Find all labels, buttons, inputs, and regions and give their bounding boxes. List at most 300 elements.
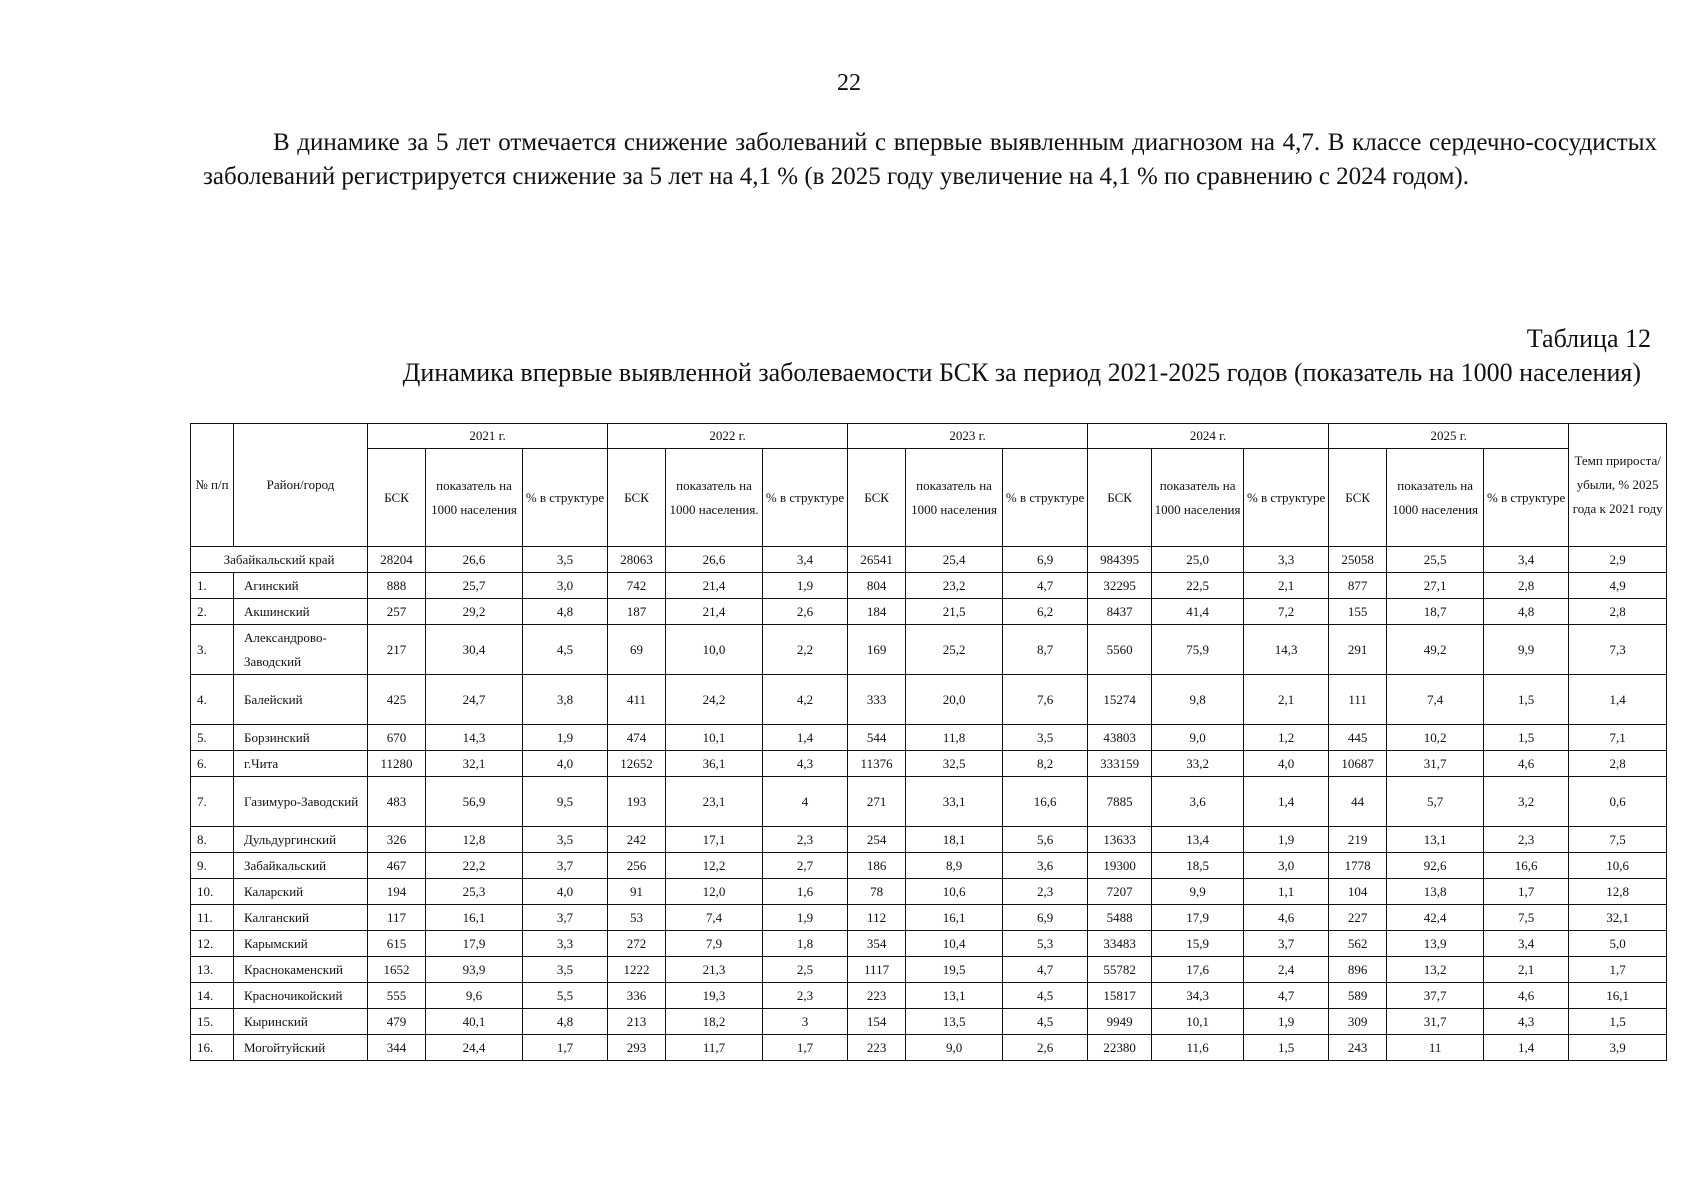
cell: 3,8 [523, 675, 608, 725]
cell: 333159 [1088, 751, 1152, 777]
cell: 10,6 [906, 879, 1003, 905]
header-rate: показатель на 1000 населения [906, 449, 1003, 547]
cell: 33,1 [906, 777, 1003, 827]
cell: 16,1 [906, 905, 1003, 931]
cell: 257 [368, 599, 426, 625]
cell: 117 [368, 905, 426, 931]
cell: 3,4 [1484, 547, 1569, 573]
cell: 11 [1387, 1035, 1484, 1061]
cell: 1,9 [523, 725, 608, 751]
cell: 2,8 [1569, 751, 1667, 777]
cell: 2,9 [1569, 547, 1667, 573]
cell: 2,4 [1244, 957, 1329, 983]
region-name: Забайкальский край [191, 547, 368, 573]
cell: 3,2 [1484, 777, 1569, 827]
area-name: Газимуро-Заводский [234, 777, 368, 827]
cell: 7,2 [1244, 599, 1329, 625]
cell: 3,5 [523, 957, 608, 983]
cell: 23,1 [666, 777, 763, 827]
cell: 1652 [368, 957, 426, 983]
cell: 28063 [608, 547, 666, 573]
row-number: 2. [191, 599, 234, 625]
area-name: Кыринский [234, 1009, 368, 1035]
header-bsk: БСК [1329, 449, 1387, 547]
cell: 30,4 [426, 625, 523, 675]
cell: 333 [848, 675, 906, 725]
cell: 16,6 [1003, 777, 1088, 827]
cell: 5560 [1088, 625, 1152, 675]
cell: 194 [368, 879, 426, 905]
cell: 1,7 [1484, 879, 1569, 905]
cell: 21,4 [666, 599, 763, 625]
cell: 28204 [368, 547, 426, 573]
cell: 3,5 [1003, 725, 1088, 751]
cell: 2,1 [1244, 675, 1329, 725]
cell: 3,0 [1244, 853, 1329, 879]
row-number: 5. [191, 725, 234, 751]
cell: 3,5 [523, 547, 608, 573]
cell: 1,7 [763, 1035, 848, 1061]
cell: 21,3 [666, 957, 763, 983]
cell: 1,7 [523, 1035, 608, 1061]
header-year-2024: 2024 г. [1088, 424, 1329, 449]
cell: 7,5 [1484, 905, 1569, 931]
cell: 3,7 [523, 905, 608, 931]
cell: 6,9 [1003, 547, 1088, 573]
cell: 24,4 [426, 1035, 523, 1061]
cell: 27,1 [1387, 573, 1484, 599]
cell: 7885 [1088, 777, 1152, 827]
page-number: 22 [837, 70, 861, 96]
cell: 155 [1329, 599, 1387, 625]
cell: 256 [608, 853, 666, 879]
row-number: 13. [191, 957, 234, 983]
table-row [191, 853, 1667, 879]
cell: 2,8 [1484, 573, 1569, 599]
cell: 12,2 [666, 853, 763, 879]
cell: 9,9 [1484, 625, 1569, 675]
cell: 1,2 [1244, 725, 1329, 751]
cell: 1,8 [763, 931, 848, 957]
cell: 2,3 [763, 983, 848, 1009]
area-name: Агинский [234, 573, 368, 599]
cell: 2,2 [763, 625, 848, 675]
cell: 742 [608, 573, 666, 599]
cell: 2,1 [1244, 573, 1329, 599]
header-pct: % в структуре [523, 449, 608, 547]
cell: 4,7 [1244, 983, 1329, 1009]
cell: 3,6 [1152, 777, 1244, 827]
cell: 4,3 [763, 751, 848, 777]
cell: 1,1 [1244, 879, 1329, 905]
cell: 2,3 [1003, 879, 1088, 905]
cell: 9949 [1088, 1009, 1152, 1035]
cell: 93,9 [426, 957, 523, 983]
cell: 7,9 [666, 931, 763, 957]
header-bsk: БСК [608, 449, 666, 547]
cell: 336 [608, 983, 666, 1009]
cell: 544 [848, 725, 906, 751]
cell: 291 [1329, 625, 1387, 675]
cell: 1,9 [763, 573, 848, 599]
cell: 56,9 [426, 777, 523, 827]
cell: 18,2 [666, 1009, 763, 1035]
cell: 5,6 [1003, 827, 1088, 853]
cell: 7,5 [1569, 827, 1667, 853]
cell: 896 [1329, 957, 1387, 983]
cell: 25,0 [1152, 547, 1244, 573]
cell: 187 [608, 599, 666, 625]
cell: 23,2 [906, 573, 1003, 599]
cell: 13633 [1088, 827, 1152, 853]
cell: 4,6 [1484, 751, 1569, 777]
cell: 7,4 [666, 905, 763, 931]
cell: 33483 [1088, 931, 1152, 957]
header-area: Район/город [234, 424, 368, 547]
cell: 1778 [1329, 853, 1387, 879]
cell: 4,0 [523, 879, 608, 905]
cell: 16,6 [1484, 853, 1569, 879]
table-title: Динамика впервые выявленной заболеваемости БСК за период 2021-2025 годов (показатель на 1000 населения) [402, 358, 1641, 387]
cell: 29,2 [426, 599, 523, 625]
cell: 186 [848, 853, 906, 879]
cell: 5488 [1088, 905, 1152, 931]
cell: 1,4 [1569, 675, 1667, 725]
cell: 18,7 [1387, 599, 1484, 625]
cell: 555 [368, 983, 426, 1009]
cell: 4,7 [1003, 957, 1088, 983]
cell: 31,7 [1387, 1009, 1484, 1035]
cell: 326 [368, 827, 426, 853]
cell: 4,8 [523, 1009, 608, 1035]
cell: 8,7 [1003, 625, 1088, 675]
cell: 169 [848, 625, 906, 675]
cell: 7,4 [1387, 675, 1484, 725]
row-number: 8. [191, 827, 234, 853]
cell: 15817 [1088, 983, 1152, 1009]
cell: 36,1 [666, 751, 763, 777]
table-row [191, 983, 1667, 1009]
cell: 4,7 [1003, 573, 1088, 599]
cell: 9,0 [906, 1035, 1003, 1061]
cell: 8437 [1088, 599, 1152, 625]
area-name: Борзинский [234, 725, 368, 751]
cell: 9,6 [426, 983, 523, 1009]
header-pct: % в структуре [1003, 449, 1088, 547]
cell: 1,5 [1244, 1035, 1329, 1061]
cell: 4 [763, 777, 848, 827]
cell: 1,4 [763, 725, 848, 751]
area-name: Александрово-Заводский [234, 625, 368, 675]
body-paragraph: В динамике за 5 лет отмечается снижение заболеваний с впервые выявленным диагнозом на 4,7. В классе сердечно-сосудистых заболеваний регистрируется снижение за 5 лет на 4,1 % (в 2025 году увеличение на 4,1 % по сравнению с 2024 годом). [203, 129, 1657, 190]
cell: 615 [368, 931, 426, 957]
cell: 227 [1329, 905, 1387, 931]
cell: 4,3 [1484, 1009, 1569, 1035]
cell: 10,6 [1569, 853, 1667, 879]
area-name: г.Чита [234, 751, 368, 777]
cell: 11,8 [906, 725, 1003, 751]
cell: 3,7 [1244, 931, 1329, 957]
cell: 10,4 [906, 931, 1003, 957]
incidence-table [190, 423, 1667, 1061]
cell: 3,6 [1003, 853, 1088, 879]
cell: 17,9 [426, 931, 523, 957]
cell: 217 [368, 625, 426, 675]
cell: 13,2 [1387, 957, 1484, 983]
row-number: 14. [191, 983, 234, 1009]
cell: 8,2 [1003, 751, 1088, 777]
table-row [191, 573, 1667, 599]
cell: 223 [848, 983, 906, 1009]
table-row [191, 777, 1667, 827]
cell: 293 [608, 1035, 666, 1061]
cell: 10,2 [1387, 725, 1484, 751]
cell: 16,1 [1569, 983, 1667, 1009]
header-rate: показатель на 1000 населения. [666, 449, 763, 547]
cell: 10,0 [666, 625, 763, 675]
cell: 1,9 [763, 905, 848, 931]
cell: 254 [848, 827, 906, 853]
cell: 7,3 [1569, 625, 1667, 675]
cell: 4,6 [1484, 983, 1569, 1009]
header-pct: % в структуре [1484, 449, 1569, 547]
row-number: 11. [191, 905, 234, 931]
area-name: Акшинский [234, 599, 368, 625]
header-year-2023: 2023 г. [848, 424, 1088, 449]
cell: 5,3 [1003, 931, 1088, 957]
cell: 16,1 [426, 905, 523, 931]
table-row [191, 599, 1667, 625]
row-number: 10. [191, 879, 234, 905]
cell: 272 [608, 931, 666, 957]
cell: 4,0 [1244, 751, 1329, 777]
table-number: Таблица 12 [1526, 324, 1651, 353]
cell: 1,4 [1244, 777, 1329, 827]
cell: 26,6 [426, 547, 523, 573]
cell: 483 [368, 777, 426, 827]
area-name: Дульдургинский [234, 827, 368, 853]
cell: 354 [848, 931, 906, 957]
cell: 22,2 [426, 853, 523, 879]
header-year-2021: 2021 г. [368, 424, 608, 449]
table-row [191, 625, 1667, 675]
cell: 9,5 [523, 777, 608, 827]
cell: 271 [848, 777, 906, 827]
cell: 4,5 [1003, 983, 1088, 1009]
cell: 18,5 [1152, 853, 1244, 879]
cell: 13,8 [1387, 879, 1484, 905]
cell: 9,8 [1152, 675, 1244, 725]
cell: 25,2 [906, 625, 1003, 675]
cell: 984395 [1088, 547, 1152, 573]
cell: 3,9 [1569, 1035, 1667, 1061]
cell: 12,8 [1569, 879, 1667, 905]
header-rate: показатель на 1000 населения [1387, 449, 1484, 547]
cell: 15274 [1088, 675, 1152, 725]
table-row [191, 879, 1667, 905]
cell: 104 [1329, 879, 1387, 905]
table-row [191, 725, 1667, 751]
cell: 32295 [1088, 573, 1152, 599]
cell: 344 [368, 1035, 426, 1061]
cell: 1,5 [1484, 725, 1569, 751]
cell: 804 [848, 573, 906, 599]
table-row [191, 751, 1667, 777]
cell: 49,2 [1387, 625, 1484, 675]
cell: 11,7 [666, 1035, 763, 1061]
cell: 7,1 [1569, 725, 1667, 751]
cell: 5,5 [523, 983, 608, 1009]
cell: 242 [608, 827, 666, 853]
cell: 75,9 [1152, 625, 1244, 675]
cell: 6,9 [1003, 905, 1088, 931]
table-row [191, 905, 1667, 931]
cell: 22,5 [1152, 573, 1244, 599]
cell: 3,5 [523, 827, 608, 853]
row-number: 15. [191, 1009, 234, 1035]
cell: 243 [1329, 1035, 1387, 1061]
cell: 25,4 [906, 547, 1003, 573]
cell: 31,7 [1387, 751, 1484, 777]
cell: 41,4 [1152, 599, 1244, 625]
cell: 25,3 [426, 879, 523, 905]
cell: 1,5 [1484, 675, 1569, 725]
cell: 4,8 [1484, 599, 1569, 625]
cell: 2,5 [763, 957, 848, 983]
cell: 6,2 [1003, 599, 1088, 625]
cell: 24,7 [426, 675, 523, 725]
cell: 2,7 [763, 853, 848, 879]
cell: 425 [368, 675, 426, 725]
cell: 17,6 [1152, 957, 1244, 983]
cell: 193 [608, 777, 666, 827]
cell: 21,4 [666, 573, 763, 599]
cell: 32,1 [426, 751, 523, 777]
cell: 3,3 [1244, 547, 1329, 573]
cell: 42,4 [1387, 905, 1484, 931]
cell: 19,3 [666, 983, 763, 1009]
cell: 589 [1329, 983, 1387, 1009]
cell: 43803 [1088, 725, 1152, 751]
cell: 411 [608, 675, 666, 725]
cell: 10,1 [1152, 1009, 1244, 1035]
cell: 11,6 [1152, 1035, 1244, 1061]
cell: 1,5 [1569, 1009, 1667, 1035]
header-pct: % в структуре [763, 449, 848, 547]
cell: 7,6 [1003, 675, 1088, 725]
cell: 44 [1329, 777, 1387, 827]
cell: 17,1 [666, 827, 763, 853]
cell: 26,6 [666, 547, 763, 573]
cell: 219 [1329, 827, 1387, 853]
cell: 14,3 [1244, 625, 1329, 675]
cell: 4,5 [523, 625, 608, 675]
cell: 2,6 [763, 599, 848, 625]
cell: 5,7 [1387, 777, 1484, 827]
row-number: 16. [191, 1035, 234, 1061]
cell: 3,3 [523, 931, 608, 957]
cell: 112 [848, 905, 906, 931]
cell: 10687 [1329, 751, 1387, 777]
cell: 11376 [848, 751, 906, 777]
cell: 13,1 [1387, 827, 1484, 853]
cell: 2,6 [1003, 1035, 1088, 1061]
cell: 4,2 [763, 675, 848, 725]
cell: 9,9 [1152, 879, 1244, 905]
cell: 5,0 [1569, 931, 1667, 957]
cell: 1117 [848, 957, 906, 983]
cell: 25,7 [426, 573, 523, 599]
cell: 4,9 [1569, 573, 1667, 599]
area-name: Краснокаменский [234, 957, 368, 983]
cell: 3,0 [523, 573, 608, 599]
area-name: Балейский [234, 675, 368, 725]
row-number: 6. [191, 751, 234, 777]
cell: 445 [1329, 725, 1387, 751]
cell: 1222 [608, 957, 666, 983]
cell: 474 [608, 725, 666, 751]
area-name: Карымский [234, 931, 368, 957]
cell: 1,4 [1484, 1035, 1569, 1061]
cell: 19,5 [906, 957, 1003, 983]
cell: 670 [368, 725, 426, 751]
cell: 11280 [368, 751, 426, 777]
cell: 13,1 [906, 983, 1003, 1009]
cell: 184 [848, 599, 906, 625]
header-trend: Темп прироста/ убыли, % 2025 года к 2021 году [1569, 424, 1667, 547]
cell: 479 [368, 1009, 426, 1035]
cell: 8,9 [906, 853, 1003, 879]
table-row [191, 827, 1667, 853]
cell: 0,6 [1569, 777, 1667, 827]
header-rate: показатель на 1000 населения [1152, 449, 1244, 547]
header-bsk: БСК [848, 449, 906, 547]
cell: 4,8 [523, 599, 608, 625]
cell: 69 [608, 625, 666, 675]
cell: 467 [368, 853, 426, 879]
header-no: № п/п [191, 424, 234, 547]
cell: 12,8 [426, 827, 523, 853]
cell: 13,4 [1152, 827, 1244, 853]
cell: 3 [763, 1009, 848, 1035]
cell: 13,5 [906, 1009, 1003, 1035]
cell: 32,1 [1569, 905, 1667, 931]
cell: 15,9 [1152, 931, 1244, 957]
cell: 12,0 [666, 879, 763, 905]
table-row [191, 1009, 1667, 1035]
cell: 562 [1329, 931, 1387, 957]
cell: 2,3 [763, 827, 848, 853]
row-number: 3. [191, 625, 234, 675]
cell: 25058 [1329, 547, 1387, 573]
cell: 32,5 [906, 751, 1003, 777]
cell: 888 [368, 573, 426, 599]
cell: 37,7 [1387, 983, 1484, 1009]
cell: 91 [608, 879, 666, 905]
table-row-region [191, 547, 1667, 573]
cell: 111 [1329, 675, 1387, 725]
cell: 3,7 [523, 853, 608, 879]
cell: 13,9 [1387, 931, 1484, 957]
cell: 12652 [608, 751, 666, 777]
cell: 22380 [1088, 1035, 1152, 1061]
cell: 19300 [1088, 853, 1152, 879]
cell: 26541 [848, 547, 906, 573]
table-row [191, 931, 1667, 957]
area-name: Калганский [234, 905, 368, 931]
cell: 21,5 [906, 599, 1003, 625]
cell: 1,6 [763, 879, 848, 905]
